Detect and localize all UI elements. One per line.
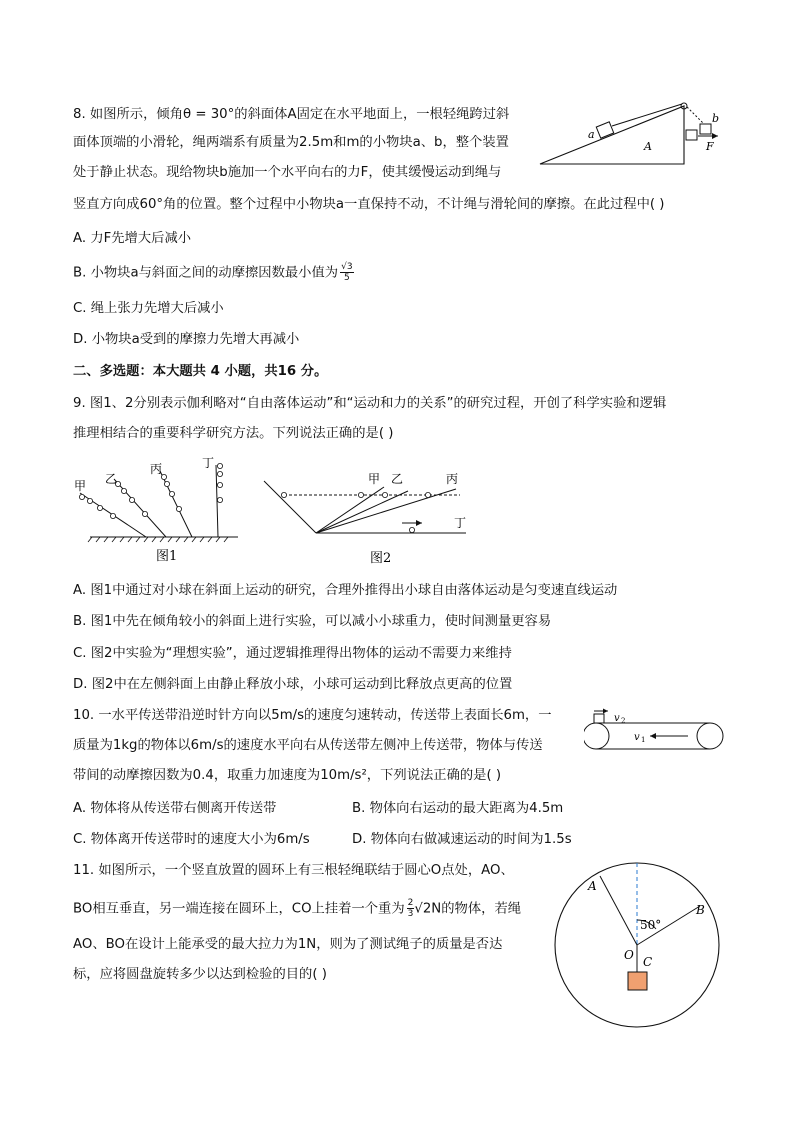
q9-line-1: 9. 图1、2分别表示伽利略对“自由落体运动”和“运动和力的关系”的研究过程，开创了科学实验和逻辑: [73, 396, 667, 411]
q8-line-1: 8. 如图所示，倾角θ = 30°的斜面体A固定在水平地面上，一根轻绳跨过斜: [73, 107, 510, 122]
fig1-label-jia: 甲: [74, 479, 87, 493]
q10-line-1: 10. 一水平传送带沿逆时针方向以5m/s的速度匀速转动，传送带上表面长6m，一: [73, 708, 552, 723]
q8-option-d: D. 小物块a受到的摩擦力先增大再减小: [73, 332, 300, 347]
fig2-label-yi: 乙: [391, 472, 404, 486]
q10-label-v1: v: [634, 732, 640, 743]
q8-label-F: F: [706, 140, 714, 153]
q10-label-v2: v: [614, 713, 620, 724]
q8-line-3: 处于静止状态。现给物块b施加一个水平向右的力F，使其缓慢运动到绳与: [73, 165, 502, 180]
q9-option-d: D. 图2中在左侧斜面上由静止释放小球，小球可运动到比释放点更高的位置: [73, 677, 513, 692]
q8-line-4: 竖直方向成60°角的位置。整个过程中小物块a一直保持不动，不计绳与滑轮间的摩擦。在此过程中( ): [73, 197, 665, 212]
q8-label-b: b: [712, 112, 720, 125]
fig1-label-yi: 乙: [105, 472, 118, 486]
q8-line-2: 面体顶端的小滑轮，绳两端系有质量为2.5m和m的小物块a、b，整个装置: [73, 135, 509, 150]
q11-line-2-text-a: BO相互垂直，另一端连接在圆环上，CO上挂着一个重为: [73, 901, 405, 917]
q11-weight-box: [628, 972, 647, 990]
q11-line-4: 标，应将圆盘旋转多少以达到检验的目的( ): [73, 967, 327, 982]
q9-option-b: B. 图1中先在倾角较小的斜面上进行实验，可以减小小球重力，使时间测量更容易: [73, 614, 552, 629]
q8-option-b-fraction: $\frac{√3}{5}$: [341, 262, 353, 283]
q10-line-3: 带间的动摩擦因数为0.4，取重力加速度为10m/s²，下列说法正确的是( ): [73, 768, 502, 783]
fig1-caption: 图1: [156, 549, 178, 564]
section-header-multi-choice: 二、多选题：本大题共 4 小题，共16 分。: [73, 364, 328, 379]
q8-label-A: A: [644, 140, 652, 153]
q10-option-c: C. 物体离开传送带时的速度大小为6m/s: [73, 832, 310, 847]
q11-line-2-text-b: √2N的物体，若绳: [414, 901, 522, 917]
fig1-label-bing: 丙: [150, 462, 163, 476]
q10-label-v1-sub: 1: [641, 736, 646, 744]
fig1-label-ding: 丁: [202, 456, 215, 470]
q11-label-O: O: [624, 948, 634, 962]
q11-label-B: B: [696, 903, 705, 917]
q9-option-c: C. 图2中实验为“理想实验”，通过逻辑推理得出物体的运动不需要力来维持: [73, 646, 512, 661]
q8-option-a: A. 力F先增大后减小: [73, 231, 192, 246]
fig2-label-ding: 丁: [454, 516, 467, 530]
fig2-label-bing: 丙: [446, 472, 459, 486]
q10-label-v2-sub: 2: [621, 717, 626, 725]
q11-angle-label: 50°: [640, 918, 662, 932]
q9-line-2: 推理相结合的重要科学研究方法。下列说法正确的是( ): [73, 426, 394, 441]
q8-option-b-text: B. 小物块a与斜面之间的动摩擦因数最小值为: [73, 265, 339, 281]
fig2-label-jia: 甲: [368, 472, 381, 486]
q8-option-b: [73, 262, 354, 283]
q9-figure-1: [70, 455, 245, 567]
q11-line-2: [73, 898, 521, 919]
fig2-caption: 图2: [370, 551, 392, 566]
q8-incline-figure: [536, 100, 726, 168]
q10-line-2: 质量为1kg的物体以6m/s的速度水平向右从传送带左侧冲上传送带，物体与传送: [73, 738, 543, 753]
q9-figure-2: [260, 465, 475, 567]
q9-option-a: A. 图1中通过对小球在斜面上运动的研究，合理外推得出小球自由落体运动是匀变速直线运动: [73, 583, 618, 598]
q11-ring-figure: [550, 858, 725, 1033]
q11-line-1: 11. 如图所示，一个竖直放置的圆环上有三根轻绳联结于圆心O点处，AO、: [73, 863, 514, 878]
q10-conveyor-figure: [584, 708, 724, 758]
q11-line-2-fraction: $\frac{2}{3}$: [407, 898, 414, 919]
q10-option-a: A. 物体将从传送带右侧离开传送带: [73, 801, 277, 816]
q11-line-3: AO、BO在设计上能承受的最大拉力为1N，则为了测试绳子的质量是否达: [73, 937, 503, 952]
q10-option-d: D. 物体向右做减速运动的时间为1.5s: [352, 832, 572, 847]
q8-option-c: C. 绳上张力先增大后减小: [73, 301, 224, 316]
q11-label-A: A: [588, 879, 597, 893]
q11-label-C: C: [643, 955, 653, 969]
q10-option-b: B. 物体向右运动的最大距离为4.5m: [352, 801, 564, 816]
q8-label-a: a: [588, 128, 595, 141]
